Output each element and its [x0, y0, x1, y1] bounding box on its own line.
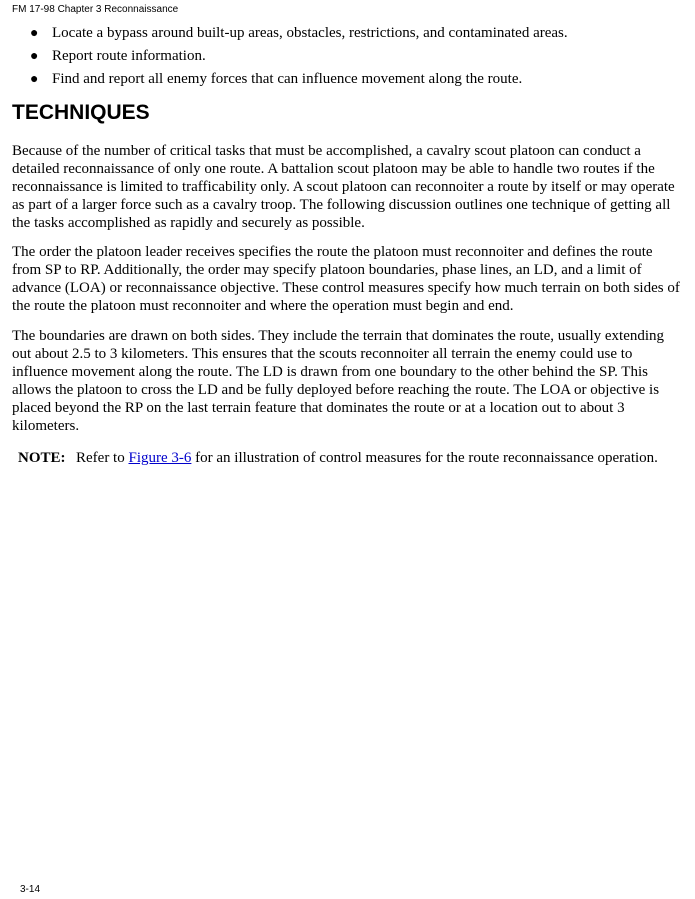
note-text-before: Refer to [76, 450, 129, 466]
note-label: NOTE: [18, 450, 66, 466]
list-item-text: Report route information. [52, 48, 206, 64]
list-item-text: Find and report all enemy forces that can influence movement along the route. [52, 71, 523, 87]
body-paragraph: The boundaries are drawn on both sides. They include the terrain that dominates the route, usually extending out about 2.5 to 3 kilometers. This ensures that the scouts reconnoiter all terrain the enemy could use to influence movement along the route. The LD is drawn from one boundary to the other behind the SP. This allows the platoon to cross the LD and be fully deployed before reaching the route. The LOA or objective is placed beyond the RP on the last terrain feature that dominates the route or at a location out to about 3 kilometers. [12, 328, 665, 434]
running-header: FM 17-98 Chapter 3 Reconnaissance [12, 4, 179, 15]
list-item [30, 68, 568, 91]
bullet-icon: ● [30, 72, 39, 87]
figure-link[interactable]: Figure 3-6 [128, 450, 192, 466]
body-paragraph: Because of the number of critical tasks that must be accomplished, a cavalry scout platoon can conduct a detailed reconnaissance of only one route. A battalion scout platoon may be able to handle two routes if the reconnaissance is limited to trafficability only. A scout platoon can reconnoiter a route by itself or may operate as part of a larger force such as a cavalry troop. The following discussion outlines one technique of getting all the tasks accomplished as rapidly and securely as possible. [12, 143, 675, 231]
list-item [30, 45, 568, 68]
page-number: 3-14 [20, 884, 41, 895]
note-block [18, 448, 658, 468]
body-paragraph: The order the platoon leader receives specifies the route the platoon must reconnoiter and defines the route from SP to RP. Additionally, the order may specify platoon boundaries, phase lines, an LD, and a limit of advance (LOA) or reconnaissance objective. These control measures specify how much terrain on both sides of the route the platoon must reconnoiter and where the operation must begin and end. [12, 244, 680, 314]
bullet-icon: ● [30, 49, 39, 64]
note-body [76, 448, 658, 468]
note-text-after: for an illustration of control measures for the route reconnaissance operation. [191, 450, 658, 466]
list-item [30, 22, 568, 45]
section-heading: TECHNIQUES [12, 101, 150, 124]
list-item-text: Locate a bypass around built-up areas, obstacles, restrictions, and contaminated areas. [52, 25, 568, 41]
bullet-list [30, 22, 568, 91]
bullet-icon: ● [30, 26, 39, 41]
